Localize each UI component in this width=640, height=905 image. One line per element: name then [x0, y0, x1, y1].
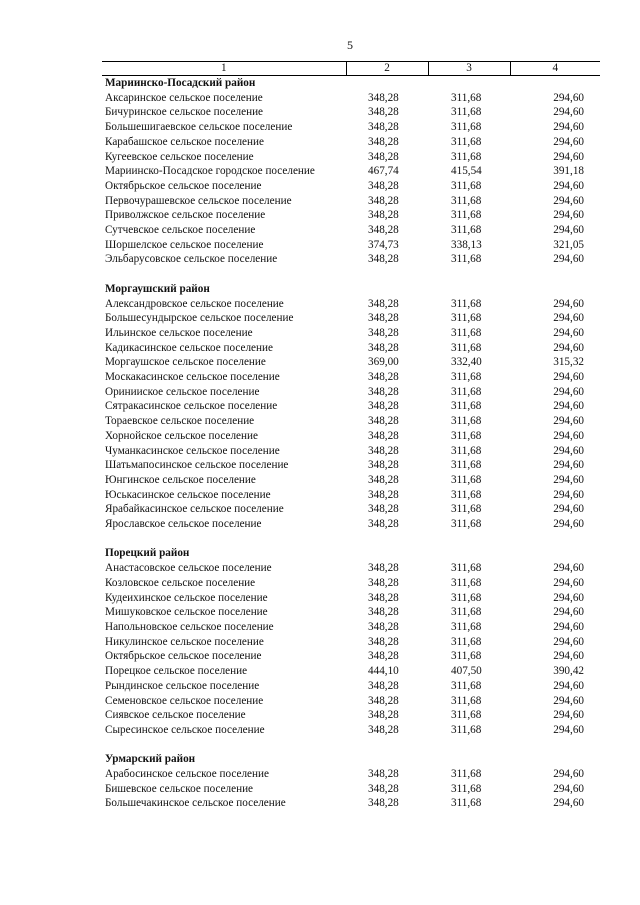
settlement-name: Карабашское сельское поселение	[105, 135, 264, 148]
value-col-2: 348,28	[368, 518, 399, 531]
value-col-3: 311,68	[451, 415, 482, 428]
header-row	[102, 62, 600, 76]
value-col-4: 294,60	[553, 253, 584, 266]
column-header-3: 3	[428, 62, 510, 76]
table-row	[102, 605, 600, 620]
value-col-2: 348,28	[368, 473, 399, 486]
value-col-2: 348,28	[368, 385, 399, 398]
value-col-2: 348,28	[368, 797, 399, 810]
settlement-name: Ярабайкасинское сельское поселение	[105, 503, 284, 516]
table-row	[102, 385, 600, 400]
value-col-4: 294,60	[553, 194, 584, 207]
value-col-3: 311,68	[451, 723, 482, 736]
value-col-2: 444,10	[368, 665, 399, 678]
settlement-name: Большесундырское сельское поселение	[105, 312, 294, 325]
value-col-4: 294,60	[553, 121, 584, 134]
table-row	[102, 694, 600, 709]
value-col-3: 311,68	[451, 429, 482, 442]
table-row	[102, 635, 600, 650]
table-row	[102, 782, 600, 797]
value-col-2: 348,28	[368, 253, 399, 266]
district-title: Моргаушский район	[105, 282, 210, 295]
district-row	[102, 76, 600, 91]
table-row	[102, 620, 600, 635]
district-row	[102, 752, 600, 767]
table-row	[102, 796, 600, 811]
district-row	[102, 282, 600, 297]
value-col-2: 348,28	[368, 106, 399, 119]
value-col-3: 311,68	[451, 224, 482, 237]
value-col-4: 294,60	[553, 91, 584, 104]
value-col-4: 294,60	[553, 135, 584, 148]
settlement-name: Эльбарусовское сельское поселение	[105, 253, 278, 266]
settlement-name: Ярославское сельское поселение	[105, 518, 262, 531]
settlement-name: Моргаушское сельское поселение	[105, 356, 266, 369]
value-col-4: 294,60	[553, 591, 584, 604]
value-col-3: 311,68	[451, 635, 482, 648]
value-col-3: 311,68	[451, 459, 482, 472]
value-col-2: 348,28	[368, 723, 399, 736]
column-header-1: 1	[102, 62, 346, 76]
value-col-4: 294,60	[553, 209, 584, 222]
settlement-name: Октябрьское сельское поселение	[105, 650, 262, 663]
table-row	[102, 502, 600, 517]
value-col-2: 348,28	[368, 782, 399, 795]
value-col-3: 311,68	[451, 341, 482, 354]
value-col-2: 348,28	[368, 606, 399, 619]
value-col-3: 338,13	[451, 238, 482, 251]
value-col-4: 294,60	[553, 606, 584, 619]
district-title: Урмарский район	[105, 753, 196, 766]
value-col-4: 294,60	[553, 620, 584, 633]
table-row	[102, 194, 600, 209]
value-col-4: 294,60	[553, 341, 584, 354]
value-col-3: 311,68	[451, 400, 482, 413]
table-row	[102, 473, 600, 488]
value-col-4: 294,60	[553, 179, 584, 192]
value-col-4: 294,60	[553, 312, 584, 325]
value-col-2: 348,28	[368, 209, 399, 222]
settlement-name: Октябрьское сельское поселение	[105, 179, 262, 192]
value-col-3: 311,68	[451, 797, 482, 810]
table-row	[102, 414, 600, 429]
settlement-name: Анастасовское сельское поселение	[105, 562, 272, 575]
settlement-name: Шоршелское сельское поселение	[105, 238, 264, 251]
table-row	[102, 179, 600, 194]
settlement-name: Тораевское сельское поселение	[105, 415, 255, 428]
settlement-name: Козловское сельское поселение	[105, 576, 256, 589]
value-col-4: 294,60	[553, 150, 584, 163]
settlement-name: Семеновское сельское поселение	[105, 694, 264, 707]
value-col-2: 348,28	[368, 341, 399, 354]
table-row	[102, 326, 600, 341]
settlement-name: Москакасинское сельское поселение	[105, 371, 280, 384]
table-row	[102, 341, 600, 356]
value-col-2: 348,28	[368, 459, 399, 472]
table-row	[102, 458, 600, 473]
value-col-2: 348,28	[368, 121, 399, 134]
value-col-4: 294,60	[553, 224, 584, 237]
settlement-name: Аксаринское сельское поселение	[105, 91, 263, 104]
value-col-4: 294,60	[553, 473, 584, 486]
value-col-4: 390,42	[553, 665, 584, 678]
value-col-4: 294,60	[553, 650, 584, 663]
value-col-4: 294,60	[553, 400, 584, 413]
table-row	[102, 767, 600, 782]
value-col-2: 348,28	[368, 429, 399, 442]
value-col-3: 311,68	[451, 194, 482, 207]
value-col-2: 348,28	[368, 576, 399, 589]
value-col-3: 311,68	[451, 650, 482, 663]
value-col-2: 348,28	[368, 709, 399, 722]
table-row	[102, 576, 600, 591]
settlement-name: Мариинско-Посадское городское поселение	[105, 165, 315, 178]
value-col-4: 294,60	[553, 723, 584, 736]
value-col-4: 294,60	[553, 635, 584, 648]
table-row	[102, 120, 600, 135]
value-col-4: 294,60	[553, 576, 584, 589]
value-col-2: 348,28	[368, 650, 399, 663]
value-col-4: 294,60	[553, 562, 584, 575]
value-col-3: 311,68	[451, 488, 482, 501]
value-col-3: 311,68	[451, 591, 482, 604]
table-row	[102, 399, 600, 414]
value-col-3: 311,68	[451, 473, 482, 486]
value-col-3: 311,68	[451, 694, 482, 707]
value-col-4: 294,60	[553, 415, 584, 428]
value-col-4: 294,60	[553, 797, 584, 810]
value-col-3: 332,40	[451, 356, 482, 369]
table-row	[102, 723, 600, 738]
value-col-3: 311,68	[451, 179, 482, 192]
value-col-3: 407,50	[451, 665, 482, 678]
page-number: 5	[347, 38, 353, 52]
value-col-3: 311,68	[451, 679, 482, 692]
value-col-4: 294,60	[553, 429, 584, 442]
group-spacer	[102, 267, 600, 282]
settlement-name: Чуманкасинское сельское поселение	[105, 444, 280, 457]
value-col-4: 294,60	[553, 459, 584, 472]
value-col-4: 294,60	[553, 444, 584, 457]
tariff-table	[102, 61, 600, 811]
value-col-4: 294,60	[553, 371, 584, 384]
value-col-2: 348,28	[368, 768, 399, 780]
column-header-2: 2	[346, 62, 428, 76]
table-row	[102, 208, 600, 223]
value-col-3: 311,68	[451, 121, 482, 134]
settlement-name: Кугеевское сельское поселение	[105, 150, 254, 163]
value-col-2: 348,28	[368, 135, 399, 148]
table-header	[102, 62, 600, 76]
value-col-3: 311,68	[451, 620, 482, 633]
value-col-4: 294,60	[553, 782, 584, 795]
settlement-name: Ильинское сельское поселение	[105, 326, 253, 339]
value-col-3: 311,68	[451, 297, 482, 310]
table-row	[102, 311, 600, 326]
value-col-2: 348,28	[368, 591, 399, 604]
value-col-2: 348,28	[368, 415, 399, 428]
settlement-name: Юнгинское сельское поселение	[105, 473, 256, 486]
table-row	[102, 91, 600, 106]
table-row	[102, 135, 600, 150]
table-row	[102, 664, 600, 679]
value-col-3: 311,68	[451, 385, 482, 398]
value-col-3: 311,68	[451, 371, 482, 384]
value-col-4: 294,60	[553, 106, 584, 119]
value-col-4: 294,60	[553, 488, 584, 501]
value-col-3: 311,68	[451, 150, 482, 163]
table-row	[102, 370, 600, 385]
value-col-4: 294,60	[553, 503, 584, 516]
value-col-3: 311,68	[451, 91, 482, 104]
settlement-name: Сятракасинское сельское поселение	[105, 400, 278, 413]
settlement-name: Бичуринское сельское поселение	[105, 106, 264, 119]
value-col-3: 311,68	[451, 518, 482, 531]
value-col-4: 294,60	[553, 694, 584, 707]
value-col-2: 348,28	[368, 679, 399, 692]
value-col-2: 348,28	[368, 562, 399, 575]
settlement-name: Никулинское сельское поселение	[105, 635, 264, 648]
table-row	[102, 517, 600, 532]
value-col-2: 348,28	[368, 297, 399, 310]
table-row	[102, 429, 600, 444]
settlement-name: Арабосинское сельское поселение	[105, 768, 269, 780]
settlement-name: Оринииское сельское поселение	[105, 385, 260, 398]
value-col-2: 467,74	[368, 165, 399, 178]
district-title: Порецкий район	[105, 547, 190, 560]
value-col-4: 294,60	[553, 326, 584, 339]
value-col-3: 311,68	[451, 503, 482, 516]
value-col-2: 348,28	[368, 179, 399, 192]
value-col-3: 311,68	[451, 106, 482, 119]
settlement-name: Сутчевское сельское поселение	[105, 224, 256, 237]
value-col-4: 294,60	[553, 709, 584, 722]
table-row	[102, 679, 600, 694]
value-col-2: 348,28	[368, 312, 399, 325]
table-row	[102, 591, 600, 606]
value-col-2: 348,28	[368, 620, 399, 633]
value-col-4: 294,60	[553, 768, 584, 780]
table-row	[102, 297, 600, 312]
settlement-name: Напольновское сельское поселение	[105, 620, 274, 633]
value-col-4: 294,60	[553, 385, 584, 398]
settlement-name: Кадикасинское сельское поселение	[105, 341, 273, 354]
value-col-4: 294,60	[553, 679, 584, 692]
settlement-name: Шатьмапосинское сельское поселение	[105, 459, 289, 472]
settlement-name: Сыресинское сельское поселение	[105, 723, 265, 736]
settlement-name: Александровское сельское поселение	[105, 297, 284, 310]
value-col-2: 348,28	[368, 150, 399, 163]
value-col-3: 311,68	[451, 782, 482, 795]
table-row	[102, 649, 600, 664]
settlement-name: Рындинское сельское поселение	[105, 679, 260, 692]
value-col-3: 311,68	[451, 768, 482, 780]
value-col-3: 311,68	[451, 562, 482, 575]
value-col-4: 391,18	[553, 165, 584, 178]
value-col-3: 311,68	[451, 135, 482, 148]
settlement-name: Большечакинское сельское поселение	[105, 797, 286, 810]
table-row	[102, 488, 600, 503]
value-col-3: 311,68	[451, 606, 482, 619]
value-col-3: 311,68	[451, 576, 482, 589]
value-col-3: 311,68	[451, 709, 482, 722]
value-col-2: 348,28	[368, 224, 399, 237]
table-row	[102, 561, 600, 576]
value-col-2: 348,28	[368, 503, 399, 516]
value-col-3: 311,68	[451, 209, 482, 222]
value-col-3: 311,68	[451, 326, 482, 339]
value-col-2: 348,28	[368, 444, 399, 457]
value-col-3: 311,68	[451, 253, 482, 266]
settlement-name: Сиявское сельское поселение	[105, 709, 246, 722]
value-col-2: 369,00	[368, 356, 399, 369]
value-col-4: 294,60	[553, 297, 584, 310]
settlement-name: Большешигаевское сельское поселение	[105, 121, 293, 134]
table-row	[102, 708, 600, 723]
settlement-name: Хорнойское сельское поселение	[105, 429, 258, 442]
settlement-name: Мишуковское сельское поселение	[105, 606, 268, 619]
table-row	[102, 444, 600, 459]
settlement-name: Порецкое сельское поселение	[105, 665, 248, 678]
value-col-3: 311,68	[451, 312, 482, 325]
value-col-2: 348,28	[368, 400, 399, 413]
table-row	[102, 355, 600, 370]
value-col-2: 348,28	[368, 635, 399, 648]
value-col-2: 348,28	[368, 91, 399, 104]
value-col-3: 415,54	[451, 165, 482, 178]
settlement-name: Первочурашевское сельское поселение	[105, 194, 292, 207]
table-row	[102, 164, 600, 179]
table-row	[102, 223, 600, 238]
value-col-4: 315,32	[553, 356, 584, 369]
table-row	[102, 238, 600, 253]
district-title: Мариинско-Посадский район	[105, 77, 256, 89]
value-col-2: 348,28	[368, 194, 399, 207]
column-header-4: 4	[510, 62, 600, 76]
value-col-2: 348,28	[368, 694, 399, 707]
value-col-2: 374,73	[368, 238, 399, 251]
value-col-3: 311,68	[451, 444, 482, 457]
value-col-2: 348,28	[368, 326, 399, 339]
table-row	[102, 150, 600, 165]
table-body	[102, 76, 600, 812]
value-col-2: 348,28	[368, 371, 399, 384]
settlement-name: Кудеихинское сельское поселение	[105, 591, 268, 604]
group-spacer	[102, 532, 600, 547]
district-row	[102, 546, 600, 561]
settlement-name: Юськасинское сельское поселение	[105, 488, 271, 501]
value-col-4: 294,60	[553, 518, 584, 531]
group-spacer	[102, 738, 600, 753]
table-row	[102, 252, 600, 267]
settlement-name: Бишевское сельское поселение	[105, 782, 254, 795]
settlement-name: Приволжское сельское поселение	[105, 209, 266, 222]
value-col-4: 321,05	[553, 238, 584, 251]
table-row	[102, 105, 600, 120]
value-col-2: 348,28	[368, 488, 399, 501]
